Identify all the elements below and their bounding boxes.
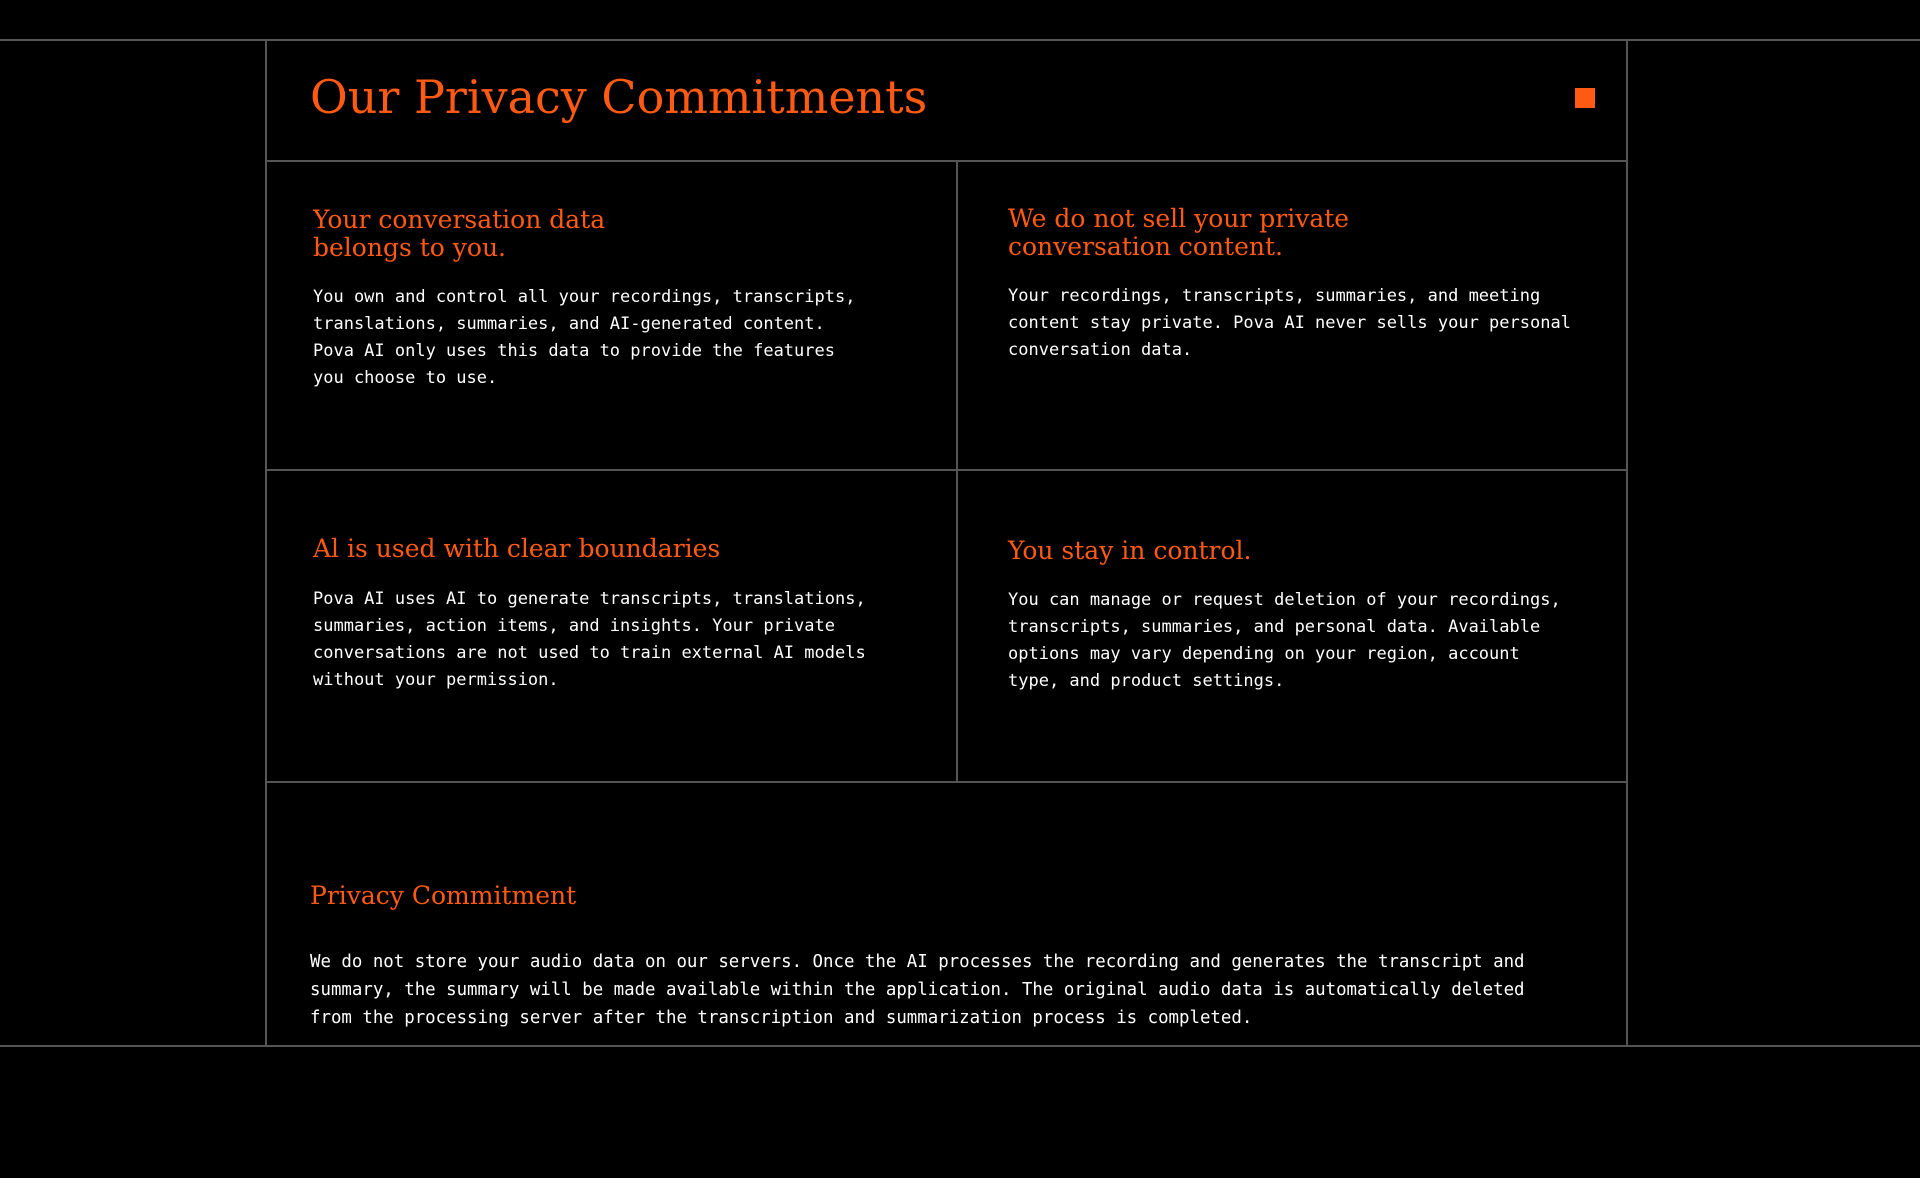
card-stay-in-control <box>958 471 1628 781</box>
card-title: Al is used with clear boundaries <box>313 534 721 563</box>
commitment-title: Privacy Commitment <box>310 881 577 910</box>
card-title: Your conversation data belongs to you. <box>313 205 606 262</box>
square-icon <box>1575 88 1595 108</box>
commitment-text: We do not store your audio data on our servers. Once the AI processes the recording and generates the transcript and summary, the summary will be made available within the application. The original audio data is automatically deleted from the processing server after the transcription and summarization process is completed. <box>310 952 1525 1028</box>
page-title: Our Privacy Commitments <box>310 70 928 124</box>
card-no-selling <box>958 162 1628 469</box>
card-data-ownership <box>266 162 956 469</box>
privacy-commitments-section <box>266 40 1628 1046</box>
card-text: Pova AI uses AI to generate transcripts, translations, summaries, action items, and insights. Your private conversations are not used to train external AI models without your permission. <box>313 589 866 690</box>
card-text: Your recordings, transcripts, summaries, and meeting content stay private. Pova AI never sells your personal conversation data. <box>1008 286 1571 360</box>
card-text: You can manage or request deletion of your recordings, transcripts, summaries, and personal data. Available options may vary depending on your region, account type, and product settings. <box>1008 590 1561 691</box>
card-title: We do not sell your private conversation content. <box>1008 204 1350 261</box>
card-ai-boundaries <box>266 471 956 781</box>
privacy-commitment-block <box>266 782 1628 1046</box>
card-title: You stay in control. <box>1008 536 1252 565</box>
section-header <box>266 40 1628 162</box>
card-text: You own and control all your recordings, transcripts, translations, summaries, and AI-generated content. Pova AI only uses this data to provide the features you choose to use. <box>313 287 856 388</box>
